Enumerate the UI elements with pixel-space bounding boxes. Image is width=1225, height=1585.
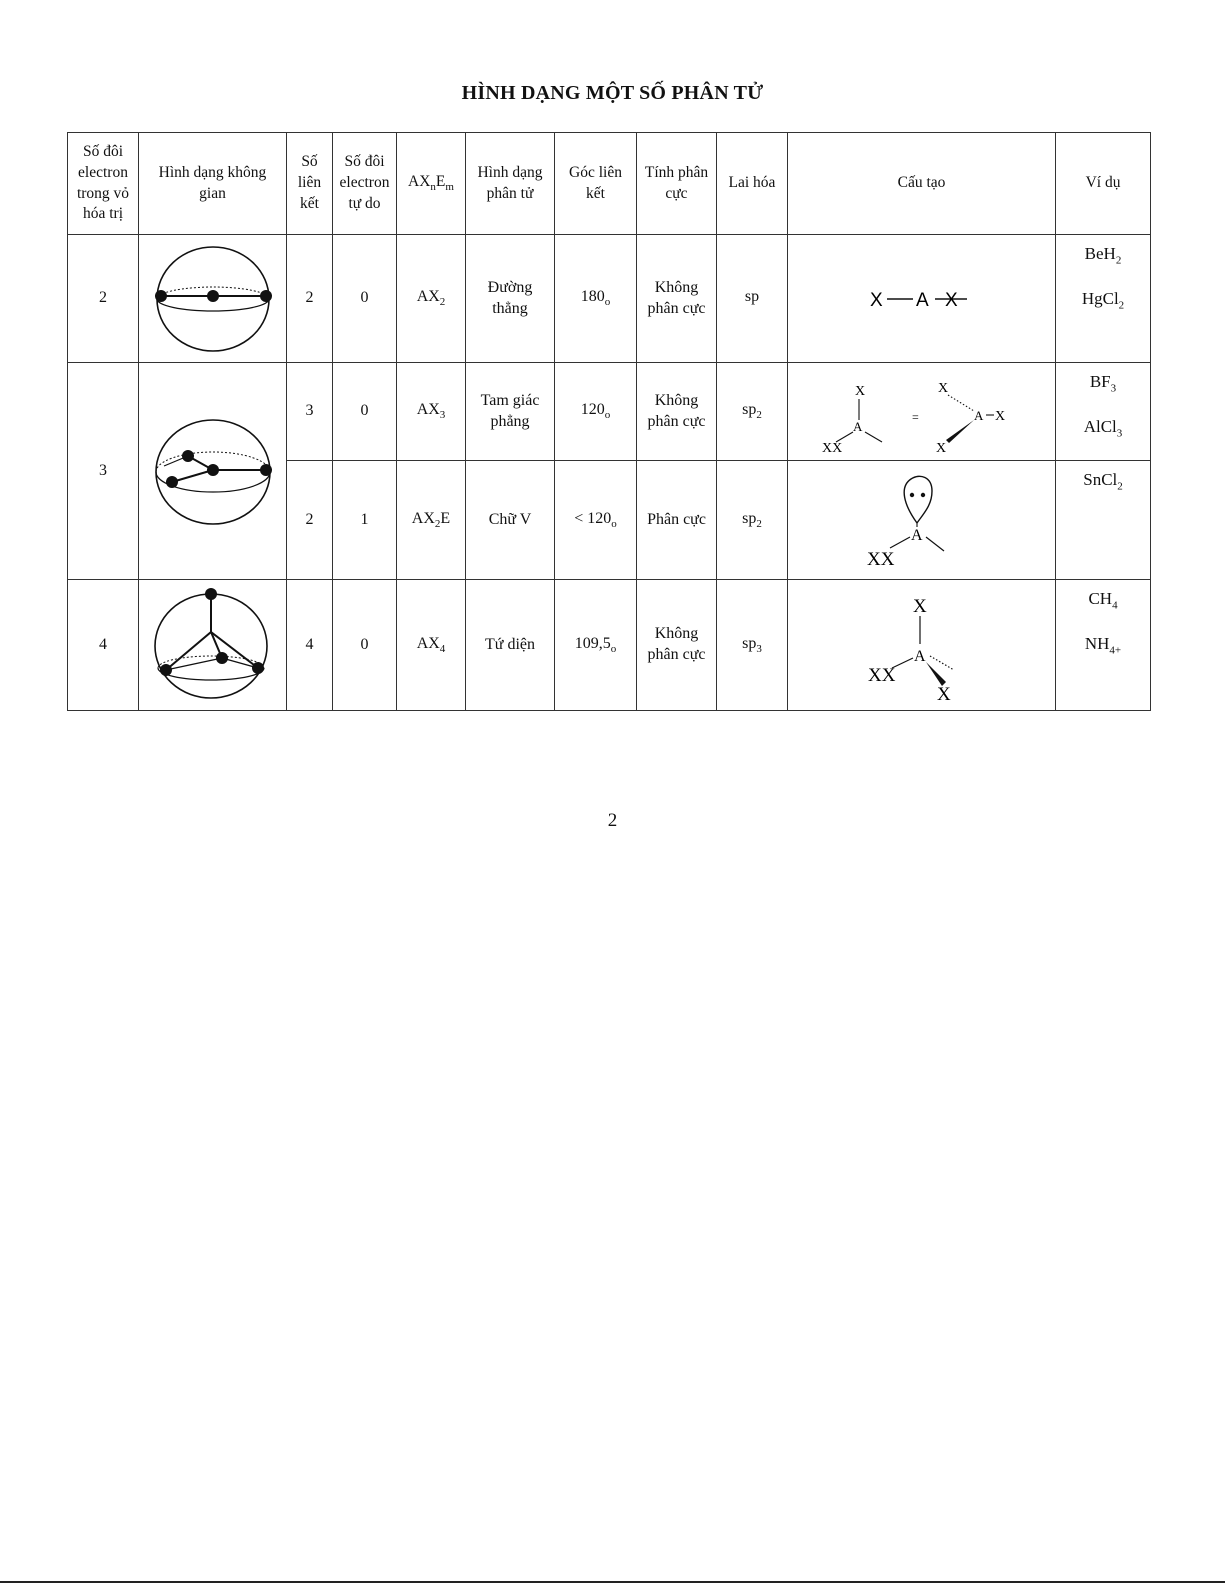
- example-item: $NH_{4+}$: [1084, 633, 1122, 657]
- page-title: HÌNH DẠNG MỘT SỐ PHÂN TỬ: [461, 82, 764, 104]
- structure-cell: [788, 461, 1056, 580]
- hybrid-cell: $sp_2$: [717, 363, 788, 461]
- header-bonds: Số liên kết: [287, 133, 333, 235]
- shape-cell: Tam giác phẳng: [466, 363, 555, 461]
- structure-x-bottom: XX: [821, 440, 842, 456]
- example-item: $BF_3$: [1089, 372, 1117, 395]
- header-structure: Cấu tạo: [788, 133, 1056, 235]
- structure-x-r3: X: [935, 440, 946, 456]
- header-molecule-shape: Hình dạng phân tử: [466, 133, 555, 235]
- header-pairs: Số đôi electron trong vỏ hóa trị: [68, 133, 139, 235]
- angle-cell: $109,5_o$: [555, 580, 637, 711]
- axe-cell: $AX_2E$: [397, 461, 466, 580]
- table-row: [68, 580, 1151, 711]
- angle-cell: $180_o$: [555, 235, 637, 363]
- header-row: [68, 133, 1151, 235]
- structure-x-right: X: [944, 289, 958, 311]
- table-row: [68, 235, 1151, 363]
- example-item: SnCl$_2$: [1083, 470, 1123, 493]
- lone-pairs-cell: 0: [333, 580, 397, 711]
- shape-cell: Chữ V: [466, 461, 555, 580]
- example-item: $CH_4$: [1088, 589, 1118, 612]
- lone-pairs-cell: 0: [333, 363, 397, 461]
- tetrahedral-sphere-diagram: [148, 586, 278, 704]
- axe-cell: $AX_4$: [397, 580, 466, 711]
- shape-cell: Đường thẳng: [466, 235, 555, 363]
- trigonal-sphere-diagram: [148, 414, 278, 529]
- structure-cell: [788, 235, 1056, 363]
- bonds-cell: 2: [287, 461, 333, 580]
- example-cell: [1056, 461, 1151, 580]
- pairs-cell: 3: [68, 363, 139, 580]
- header-angle: Góc liên kết: [555, 133, 637, 235]
- page-number: 2: [607, 810, 618, 831]
- example-cell: [1056, 580, 1151, 711]
- space-shape-cell: [139, 580, 287, 711]
- header-lone-pairs: Số đôi electron tự do: [333, 133, 397, 235]
- polarity-cell: Phân cực: [637, 461, 717, 580]
- pairs-cell: 2: [68, 235, 139, 363]
- axe-cell: $AX_2$: [397, 235, 466, 363]
- header-space-shape: Hình dạng không gian: [139, 133, 287, 235]
- structure-cell: [788, 580, 1056, 711]
- angle-cell: $120_o$: [555, 363, 637, 461]
- linear-structure-diagram: [792, 279, 1052, 319]
- bent-structure-diagram: [792, 465, 1052, 575]
- example-item: BeH$_2$: [1084, 244, 1122, 267]
- example-item: HgCl$_2$: [1081, 288, 1125, 312]
- bottom-rule: [0, 1581, 1225, 1583]
- bonds-cell: 3: [287, 363, 333, 461]
- polarity-cell: Không phân cực: [637, 580, 717, 711]
- header-polarity: Tính phân cực: [637, 133, 717, 235]
- lone-pairs-cell: 1: [333, 461, 397, 580]
- structure-a: A: [913, 648, 926, 665]
- structure-equals: =: [911, 409, 919, 424]
- tetrahedral-structure-diagram: [792, 586, 1052, 704]
- pairs-cell: 4: [68, 580, 139, 711]
- structure-x-bottom: XX: [866, 549, 894, 570]
- structure-x-left: X: [869, 289, 883, 311]
- axe-cell: $AX_3$: [397, 363, 466, 461]
- hybrid-cell: sp: [717, 235, 788, 363]
- header-hybrid: Lai hóa: [717, 133, 788, 235]
- molecule-shapes-table: [67, 132, 1151, 711]
- structure-a-right: A: [973, 407, 983, 423]
- structure-x-r1: X: [937, 380, 948, 396]
- bonds-cell: 2: [287, 235, 333, 363]
- angle-cell: < $120_o$: [555, 461, 637, 580]
- space-shape-cell: [139, 235, 287, 363]
- structure-x-bottom: X: [936, 684, 951, 704]
- shape-cell: Tứ diện: [466, 580, 555, 711]
- structure-x-top: X: [854, 383, 865, 399]
- bonds-cell: 4: [287, 580, 333, 711]
- lone-pairs-cell: 0: [333, 235, 397, 363]
- structure-a: A: [910, 527, 923, 544]
- header-example: Ví dụ: [1056, 133, 1151, 235]
- linear-sphere-diagram: [148, 244, 278, 354]
- structure-cell: [788, 363, 1056, 461]
- structure-x-r2: X: [994, 408, 1005, 424]
- example-cell: [1056, 363, 1151, 461]
- lone-pair-orbital-icon: [904, 476, 932, 523]
- example-cell: [1056, 235, 1151, 363]
- structure-a: A: [915, 289, 929, 311]
- space-shape-cell: [139, 363, 287, 580]
- hybrid-cell: $sp_2$: [717, 461, 788, 580]
- hybrid-cell: $sp_3$: [717, 580, 788, 711]
- polarity-cell: Không phân cực: [637, 363, 717, 461]
- table-row: [68, 363, 1151, 461]
- structure-x-left: XX: [867, 665, 895, 686]
- header-axe: $AX_nE_m$: [397, 133, 466, 235]
- example-item: AlCl$_3$: [1083, 416, 1123, 440]
- structure-x-top: X: [912, 596, 927, 617]
- polarity-cell: Không phân cực: [637, 235, 717, 363]
- structure-a: A: [852, 418, 862, 434]
- trigonal-structure-diagram: [792, 368, 1052, 456]
